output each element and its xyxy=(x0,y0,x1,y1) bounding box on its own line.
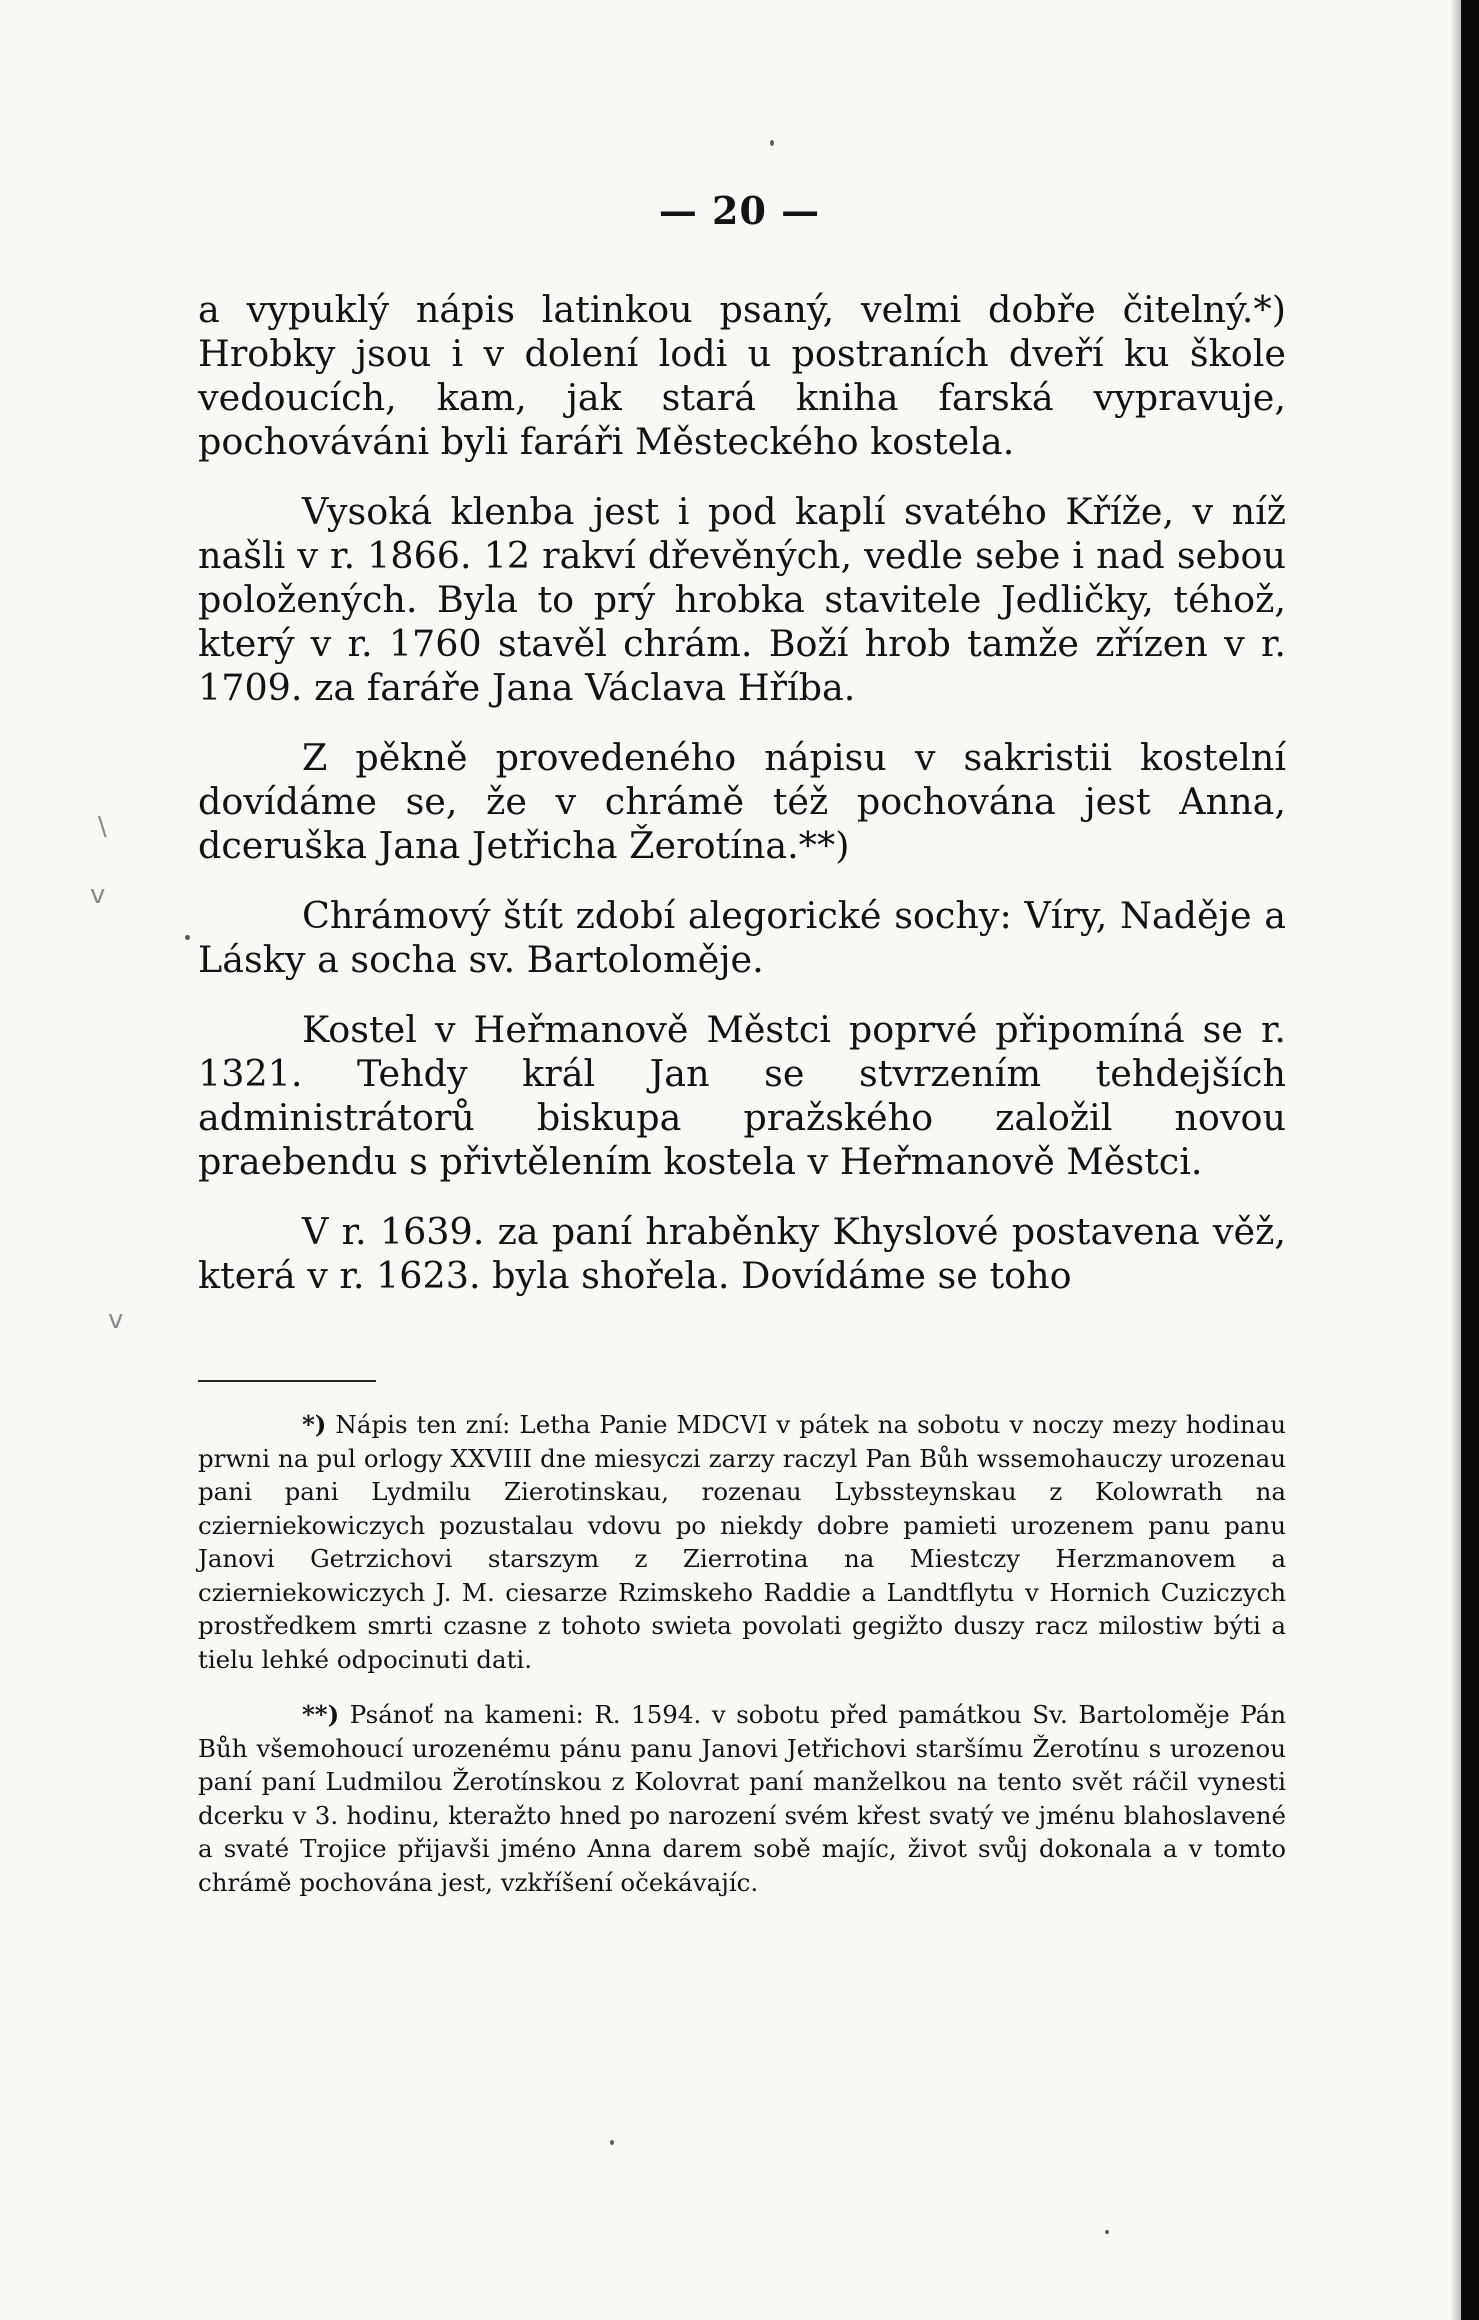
margin-pencil-mark: v xyxy=(108,1305,124,1335)
margin-pencil-mark: \ xyxy=(98,812,107,842)
scan-speck xyxy=(185,935,190,940)
scan-speck xyxy=(610,2140,614,2145)
footnote-divider xyxy=(198,1380,376,1382)
scan-edge-shadow xyxy=(1451,0,1461,2320)
scan-edge xyxy=(1461,0,1479,2320)
paragraph: Kostel v Heřmanově Městci poprvé připomíná se r. 1321. Tehdy král Jan se stvrzením tehdejších administrátorů biskupa pražského založil novou praebendu s přivtělením kostela v Heřmanově Městci. xyxy=(198,1008,1286,1183)
footnotes xyxy=(198,1408,1286,1921)
margin-pencil-mark: v xyxy=(90,880,106,910)
footnote-mark: *) xyxy=(302,1410,327,1439)
paragraph: Chrámový štít zdobí alegorické sochy: Víry, Naděje a Lásky a socha sv. Bartoloměje. xyxy=(198,894,1286,981)
paragraph: V r. 1639. za paní hraběnky Khyslové postavena věž, která v r. 1623. byla shořela. Dovídáme se toho xyxy=(198,1210,1286,1297)
scan-speck xyxy=(770,140,774,146)
scan-speck xyxy=(1105,2230,1109,2234)
paragraph: a vypuklý nápis latinkou psaný, velmi dobře čitelný.*) Hrobky jsou i v dolení lodi u postraních dveří ku škole vedoucích, kam, jak stará kniha farská vypravuje, pochováváni byli faráři Městeckého kostela. xyxy=(198,288,1286,463)
paragraph: Z pěkně provedeného nápisu v sakristii kostelní dovídáme se, že v chrámě též pochována jest Anna, dceruška Jana Jetřicha Žerotína.**) xyxy=(198,736,1286,867)
footnote-text: Nápis ten zní: Letha Panie MDCVI v pátek na sobotu v noczy mezy hodinau prwni na pul orlogy XXVIII dne miesyczi zarzy raczyl Pan Bůh wssemohauczy urozenau pani pani Lydmilu Zierotinskau, rozenau Lybssteynskau z Kolowrath na czierniekowiczych pozustalau vdovu po niekdy dobre pamieti urozenem panu panu Janovi Getrzichovi starszym z Zierrotina na Miestczy Herzmanovem a czierniekowiczych J. M. ciesarze Rzimskeho Raddie a Landtflytu v Hornich Cuziczych prostředkem smrti czasne z tohoto swieta povolati gegižto duszy racz milostiw býti a tielu lehké odpocinuti dati. xyxy=(198,1410,1286,1674)
main-text xyxy=(198,288,1286,1324)
footnote xyxy=(198,1408,1286,1676)
footnote-mark: **) xyxy=(302,1700,340,1729)
page-number: — 20 — xyxy=(658,188,821,233)
paragraph: Vysoká klenba jest i pod kaplí svatého Kříže, v níž našli v r. 1866. 12 rakví dřevěných, vedle sebe i nad sebou položených. Byla to prý hrobka stavitele Jedličky, téhož, který v r. 1760 stavěl chrám. Boží hrob tamže zřízen v r. 1709. za faráře Jana Václava Hříba. xyxy=(198,490,1286,709)
footnote xyxy=(198,1698,1286,1899)
footnote-text: Psánoť na kameni: R. 1594. v sobotu před památkou Sv. Bartoloměje Pán Bůh všemohoucí urozenému pánu panu Janovi Jetřichovi staršímu Žerotínu s urozenou paní paní Ludmilou Žerotínskou z Kolovrat paní manželkou na tento svět ráčil vynesti dcerku v 3. hodinu, kteražto hned po narození svém křest svatý ve jménu blahoslavené a svaté Trojice přijavši jméno Anna darem sobě majíc, život svůj dokonala a v tomto chrámě pochována jest, vzkříšení očekávajíc. xyxy=(198,1700,1286,1897)
